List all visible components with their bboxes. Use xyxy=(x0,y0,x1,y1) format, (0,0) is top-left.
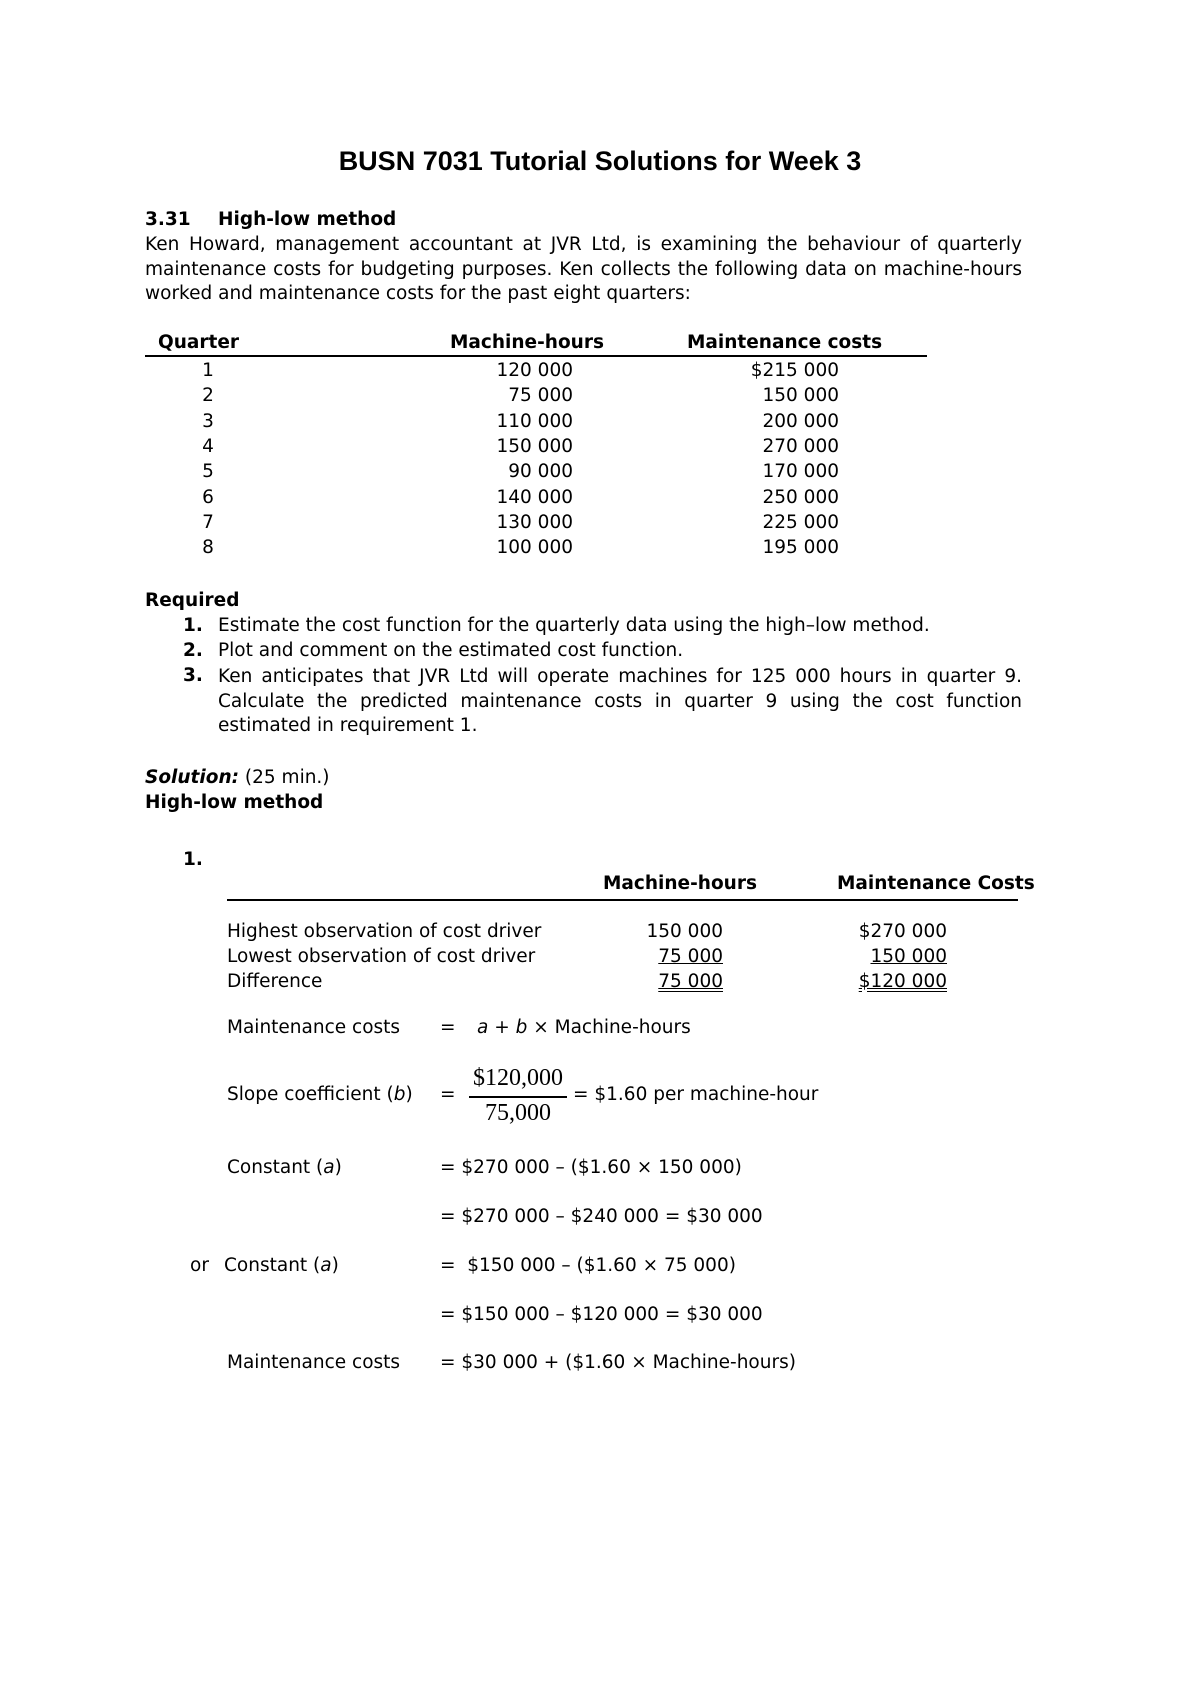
table-cell-quarter: 1 xyxy=(202,360,214,381)
table-cell-quarter: 2 xyxy=(202,385,214,407)
table-cell-hours: 90 000 xyxy=(508,461,573,483)
calc-row-hours: 75 000 xyxy=(658,946,723,967)
calc-row-costs: 150 000 xyxy=(870,946,947,967)
table-cell-hours: 150 000 xyxy=(496,435,573,457)
constant-label-post: ) xyxy=(334,1157,342,1178)
table-header-quarter: Quarter xyxy=(158,332,240,353)
table-cell-costs: 170 000 xyxy=(762,461,839,483)
calc-header-rule xyxy=(227,899,1018,901)
fraction-bar xyxy=(469,1096,567,1098)
required-num-2: 2. xyxy=(183,640,203,661)
required-num-3: 3. xyxy=(183,665,203,686)
calc-row-label: Difference xyxy=(227,971,323,992)
table-cell-quarter: 8 xyxy=(202,537,214,559)
required-num-1: 1. xyxy=(183,615,203,636)
table-cell-quarter: 7 xyxy=(202,511,214,533)
table-header-machine-hours: Machine-hours xyxy=(450,332,604,353)
table-cell-hours: 100 000 xyxy=(496,537,573,559)
eq1-equals: = xyxy=(440,1017,456,1038)
table-cell-hours: 140 000 xyxy=(496,486,573,508)
constant-line-1: = $270 000 – ($1.60 × 150 000) xyxy=(440,1157,742,1178)
calc-row-label: Lowest observation of cost driver xyxy=(227,946,536,967)
constant-alt-label-post: ) xyxy=(331,1255,339,1276)
calc-row-label: Highest observation of cost driver xyxy=(227,921,542,942)
constant-line-2: = $270 000 – $240 000 = $30 000 xyxy=(440,1206,763,1227)
eq1-var-b: b xyxy=(515,1017,528,1038)
eq1-label: Maintenance costs xyxy=(227,1017,401,1038)
table-cell-hours: 75 000 xyxy=(508,385,573,407)
final-cost-function: = $30 000 + ($1.60 × Machine-hours) xyxy=(440,1352,796,1373)
table-cell-costs: 250 000 xyxy=(762,486,839,508)
slope-label xyxy=(227,1084,413,1105)
required-item-1: Estimate the cost function for the quarterly data using the high–low method. xyxy=(218,615,930,636)
calc-row-costs: $120 000 xyxy=(858,971,947,992)
table-cell-hours: 120 000 xyxy=(496,360,573,381)
required-item-2: Plot and comment on the estimated cost function. xyxy=(218,640,684,661)
constant-alt-line-1: = $150 000 – ($1.60 × 75 000) xyxy=(440,1255,736,1276)
part-number: 1. xyxy=(183,849,203,870)
table-cell-hours: 130 000 xyxy=(496,511,573,533)
required-heading: Required xyxy=(145,590,240,611)
problem-number: 3.31 xyxy=(145,209,191,230)
constant-label xyxy=(227,1157,342,1178)
constant-label-pre: Constant ( xyxy=(227,1157,324,1178)
problem-intro: Ken Howard, management accountant at JVR Ltd, is examining the behaviour of quarterly maintenance costs for budgeting purposes. Ken collects the following data on machine-hours worked and maintenance costs for the past eight quarters: xyxy=(145,234,1022,304)
table-cell-costs: 225 000 xyxy=(762,511,839,533)
slope-result: = $1.60 per machine-hour xyxy=(573,1084,819,1105)
slope-numerator: $120,000 xyxy=(473,1065,563,1091)
table-cell-quarter: 4 xyxy=(202,435,214,457)
calc-row-hours: 75 000 xyxy=(658,971,723,992)
calc-row-hours: 150 000 xyxy=(646,921,723,942)
final-label: Maintenance costs xyxy=(227,1352,401,1373)
solution-time: (25 min.) xyxy=(244,767,330,788)
slope-equals: = xyxy=(440,1084,456,1105)
calc-row-costs: $270 000 xyxy=(858,921,947,942)
table-cell-quarter: 3 xyxy=(202,410,214,432)
page-title: BUSN 7031 Tutorial Solutions for Week 3 xyxy=(338,146,862,176)
eq1-rest: × Machine-hours xyxy=(527,1017,691,1038)
constant-alt-label-var: a xyxy=(320,1255,332,1276)
eq1-plus: + xyxy=(488,1017,516,1038)
constant-label-var: a xyxy=(323,1157,335,1178)
table-cell-costs: 195 000 xyxy=(762,537,839,559)
slope-denominator: 75,000 xyxy=(485,1100,551,1126)
table-cell-quarter: 6 xyxy=(202,486,214,508)
table-cell-costs: 200 000 xyxy=(762,410,839,432)
table-cell-costs: 150 000 xyxy=(762,385,839,407)
slope-label-var: b xyxy=(393,1084,406,1105)
constant-alt-label xyxy=(224,1255,339,1276)
slope-label-pre: Slope coefficient ( xyxy=(227,1084,394,1105)
eq1-expression xyxy=(477,1017,691,1038)
solution-line xyxy=(145,767,330,788)
table-cell-costs: 270 000 xyxy=(762,435,839,457)
constant-alt-line-2: = $150 000 – $120 000 = $30 000 xyxy=(440,1304,763,1325)
solution-label: Solution: xyxy=(145,767,240,788)
constant-alt-label-pre: Constant ( xyxy=(224,1255,321,1276)
table-cell-hours: 110 000 xyxy=(496,410,573,432)
eq1-var-a: a xyxy=(477,1017,489,1038)
calc-header-machine-hours: Machine-hours xyxy=(603,873,757,894)
table-cell-quarter: 5 xyxy=(202,461,214,483)
table-header-maintenance-costs: Maintenance costs xyxy=(687,332,883,353)
problem-heading: High-low method xyxy=(218,209,397,230)
table-header-rule xyxy=(145,355,927,357)
required-item-3: Ken anticipates that JVR Ltd will operate machines for 125 000 hours in quarter 9. Calculate the predicted maintenance costs in quarter 9 using the cost function estimated in requirement 1. xyxy=(218,666,1022,736)
table-cell-costs: $215 000 xyxy=(750,360,839,381)
or-label: or xyxy=(190,1255,209,1276)
calc-header-maintenance-costs: Maintenance Costs xyxy=(837,873,1035,894)
slope-label-post: ) xyxy=(405,1084,413,1105)
solution-heading: High-low method xyxy=(145,792,324,813)
